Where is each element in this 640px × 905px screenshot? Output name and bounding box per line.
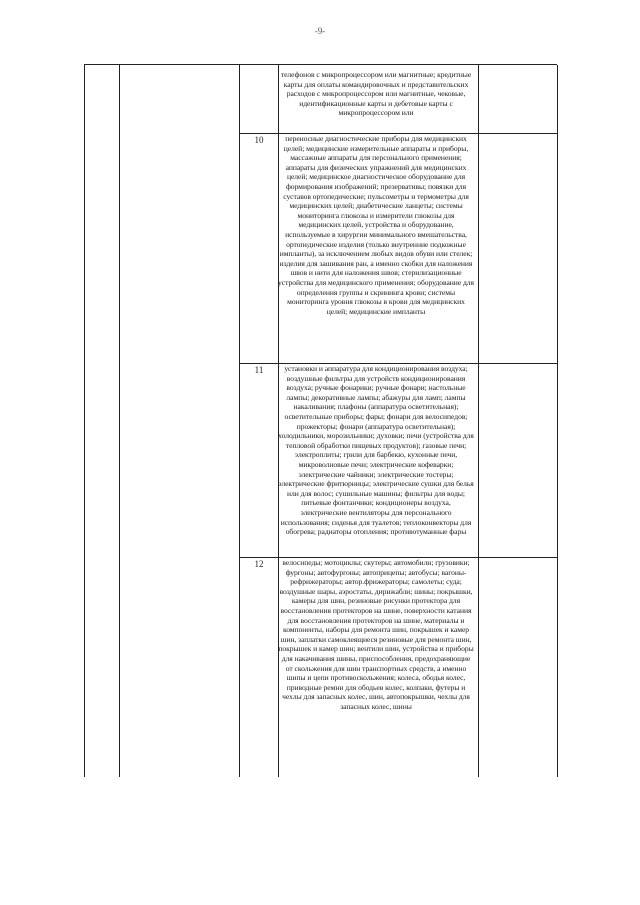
page-number: -9- <box>314 26 326 36</box>
row-number: 10 <box>254 135 264 145</box>
column-divider <box>478 65 479 777</box>
row-number: 11 <box>254 365 264 375</box>
goods-description-cell: телефонов с микропроцессором или магнитные; кредитные карты для оплаты командировочных и представительских расходов с микропроцессором или магнитные, чековые, идентификационные карты и дебетовые карты с микропроцессором или <box>280 70 472 118</box>
column-divider <box>239 65 240 777</box>
goods-description-cell: переносные диагностические приборы для медицинских целей; медицинские измерительные аппараты и приборы, массажные аппараты для персонального применения; аппараты для физических упражнений для медицинских целей; медицинское диагностическое оборудование для формирования изображений; презервативы; повязки для суставов ортопедические; пульсометры и термометры для медицинских целей; диабетические ланцеты; системы мониторинга глюкозы и измерители глюкозы для медицинских целей, устройства и оборудование, используемые в хирургии минимального вмешательства, ортопедические изделия (только внутренние подкожные импланты), за исключением любых видов обуви или стелек; изделия для зашивания ран, а именно скобки для наложения швов и нити для наложения швов; стерилизационные устройства для медицинского применения; оборудование для определения группы и скрининга крови; системы мониторинга уровня глюкозы в крови для медицинских целей; медицинские импланты <box>278 134 474 316</box>
row-number: 12 <box>254 559 264 569</box>
goods-description-cell: установки и аппаратура для кондиционирования воздуха; воздушные фильтры для устройств кондиционирования воздуха; ручные фонарики; ручные фонари; настольные лампы; декоративные лампы; абажуры для ламп; лампы накаливания; плафоны (аппаратура осветительная); осветительные приборы; фары; фонари для велосипедов; прожекторы; фонари (аппаратура осветительная); холодильники, морозильники; духовки; печи (устройства для тепловой обработки пищевых продуктов); газовые печи; электроплиты; грили для барбекю, кухонные печи, микроволновые печи; электрические кофеварки; электрические чайники; электрические тостеры; электрические фритюрницы; электрические сушки для белья или для волос; сушильные машины; фильтры для воды; питьевые фонтанчики; кондиционеры воздуха, электрические вентиляторы для персонального использования; сиденья для туалетов; теплоконвекторы для обогрева; радиаторы отопления; противотуманные фары <box>278 364 474 537</box>
goods-description-cell: велосипеды; мотоциклы; скутеры; автомобили; грузовики; фургоны; автофургоны; автоприцепы; автобусы; вагоны-рефрижераторы; автор.фрижераторы; самолеты; суда; воздушные шары, аэростаты, дирижабли; шины; покрышки, камеры для шин, резиновые рисунки протектора для восстановления протекторов на шине, поверхности катания для восстановления протекторов на шине, материалы и компоненты, наборы для ремонта шин, покрышек и камер шин, заплатки самоклеящиеся резиновые для ремонта шин, покрышек и камер шин; вентили шин, устройства и приборы для накачивания шины, приспособления, предохраняющие от скольжения для шин транспортных средств, а именно шипы и цепи противоскольжения; колеса, ободья колес, приводные ремни для ободьев колес, колпаки, футеры и чехлы для запасных колес, шин, автопокрышки, чехлы для запасных колес, шины <box>278 558 474 711</box>
column-divider <box>557 65 558 777</box>
column-divider <box>119 65 120 777</box>
